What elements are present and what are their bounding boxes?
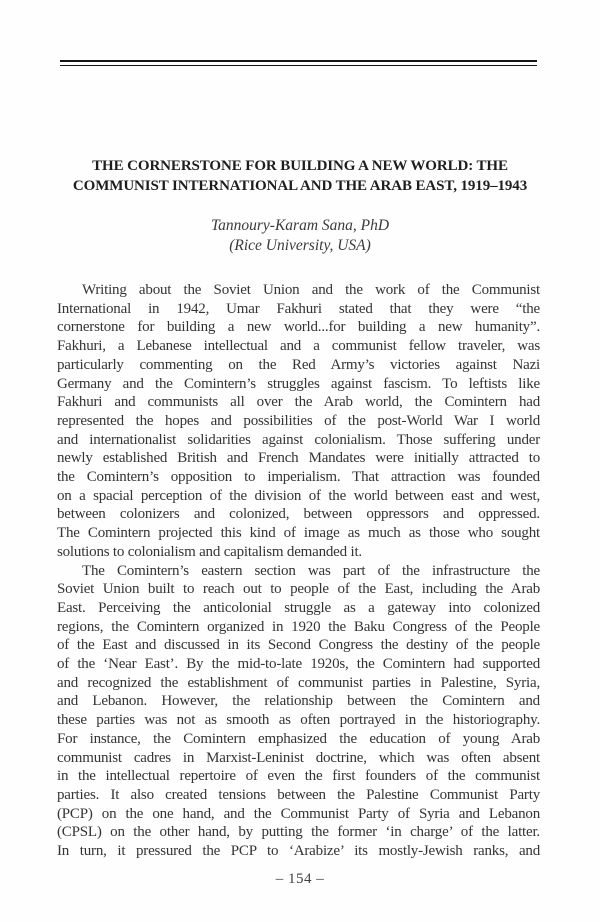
- article-title-line-1: THE CORNERSTONE FOR BUILDING A NEW WORLD: THE: [92, 158, 508, 174]
- text-line: and Lebanon. However, the relationship between the Comintern and: [57, 693, 540, 710]
- text-line: Soviet Union built to reach out to people of the East, including the Arab: [57, 581, 540, 598]
- text-line: Fakhuri and communists all over the Arab world, the Comintern had: [57, 394, 540, 411]
- text-line: between colonizers and colonized, between oppressors and oppressed.: [57, 506, 540, 523]
- text-line: International in 1942, Umar Fakhuri stated that they were “the: [57, 300, 540, 317]
- text-line: these parties was not as smooth as often portrayed in the historiography.: [57, 712, 540, 729]
- text-line: solutions to colonialism and capitalism demanded it.: [57, 543, 362, 560]
- text-line: particularly commenting on the Red Army’s victories against Nazi: [57, 356, 540, 373]
- article-title-line-2: COMMUNIST INTERNATIONAL AND THE ARAB EAST, 1919–1943: [72, 178, 528, 194]
- text-line: For instance, the Comintern emphasized the education of young Arab: [57, 730, 540, 747]
- text-line: Writing about the Soviet Union and the work of the Communist: [82, 282, 540, 298]
- text-line: represented the hopes and possibilities of the post-World War I world: [57, 412, 540, 429]
- text-line: communist cadres in Marxist-Leninist doctrine, which was often absent: [57, 749, 540, 766]
- text-line: In turn, it pressured the PCP to ‘Arabize’ its mostly-Jewish ranks, and: [57, 843, 540, 860]
- text-line: (CPSL) on the other hand, by putting the former ‘in charge’ of the latter.: [57, 824, 540, 841]
- text-line: The Comintern’s eastern section was part of the infrastructure the: [82, 562, 540, 579]
- paragraph-2: [57, 562, 540, 861]
- text-line: regions, the Comintern organized in 1920 the Baku Congress of the People: [57, 618, 540, 635]
- text-line: newly established British and French Mandates were initially attracted to: [57, 450, 540, 467]
- text-line: of the ‘Near East’. By the mid-to-late 1920s, the Comintern had supported: [57, 656, 540, 673]
- text-line: Fakhuri, a Lebanese intellectual and a communist fellow traveler, was: [57, 338, 540, 355]
- body-text: [57, 281, 540, 861]
- text-line: The Comintern projected this kind of image as much as those who sought: [57, 525, 540, 542]
- text-line: the Comintern’s opposition to imperialism. That attraction was founded: [57, 469, 540, 486]
- page-number: – 154 –: [275, 871, 325, 887]
- text-line: Germany and the Comintern’s struggles against fascism. To leftists like: [57, 375, 540, 392]
- text-line: cornerstone for building a new world...for building a new humanity”.: [57, 319, 540, 336]
- article-title: [0, 156, 600, 196]
- text-line: on a spacial perception of the division of the world between east and west,: [57, 487, 540, 504]
- author-name: Tannoury-Karam Sana, PhD: [210, 217, 390, 234]
- text-line: and internationalist solidarities against colonialism. Those suffering under: [57, 431, 540, 448]
- header-rule: [60, 60, 537, 66]
- text-line: (PCP) on the one hand, and the Communist Party of Syria and Lebanon: [57, 805, 540, 822]
- author-affiliation: (Rice University, USA): [229, 237, 371, 254]
- text-line: of the East and discussed in its Second Congress the destiny of the people: [57, 637, 540, 654]
- text-line: parties. It also created tensions between the Palestine Communist Party: [57, 786, 540, 803]
- text-line: in the intellectual repertoire of even the first founders of the communist: [57, 768, 540, 785]
- author-block: [0, 216, 600, 256]
- text-line: East. Perceiving the anticolonial struggle as a gateway into colonized: [57, 599, 540, 616]
- paragraph-1: [57, 281, 540, 562]
- text-line: and recognized the establishment of communist parties in Palestine, Syria,: [57, 674, 540, 691]
